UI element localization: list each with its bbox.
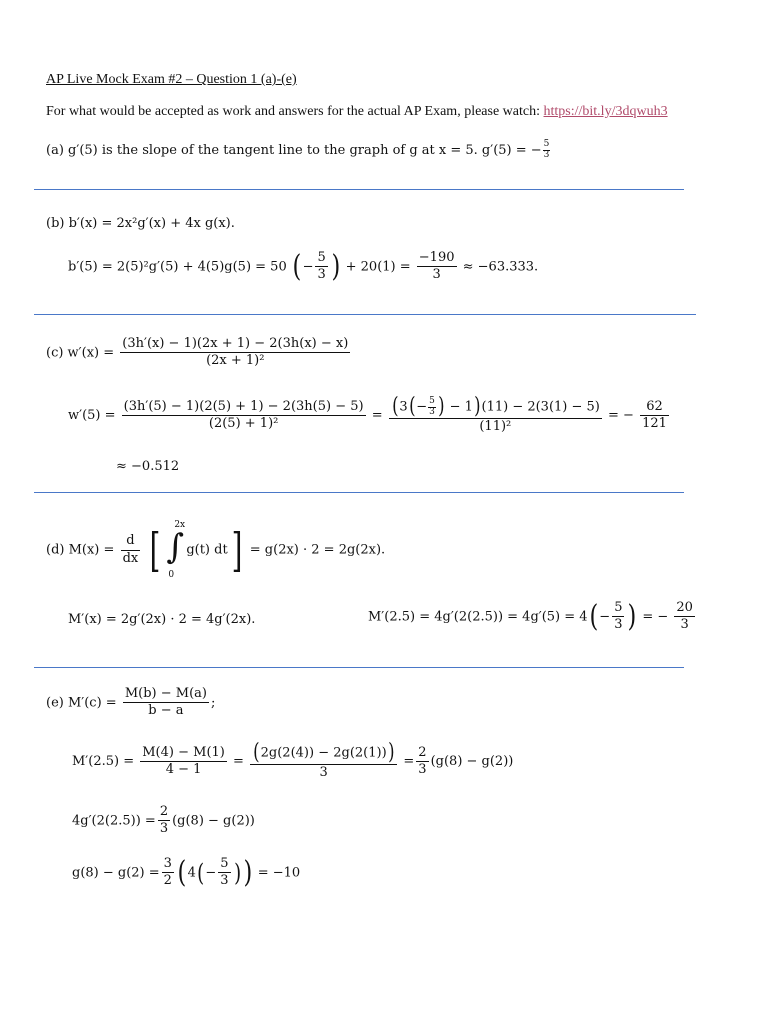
part-e-frac-7 [218, 856, 230, 890]
part-e-line3-lhs: 4g′(2(2.5)) = [72, 813, 156, 829]
frac-den: 3 [319, 765, 328, 780]
frac-num: 5 [315, 250, 327, 267]
frac-den: 2 [163, 873, 172, 889]
part-c-line2 [68, 396, 671, 435]
part-e-frac-4 [416, 745, 428, 779]
part-c-line1 [46, 336, 352, 370]
small-frac [428, 397, 436, 418]
frac-den: 121 [642, 416, 667, 432]
part-c-frac-2 [122, 399, 366, 433]
part-e-frac-2 [140, 745, 227, 779]
semicolon: ; [210, 695, 216, 711]
part-e-frac-3 [250, 742, 397, 781]
divider-2 [34, 314, 696, 315]
paren-close-inner: ) [233, 858, 241, 887]
equals: = [233, 754, 244, 770]
frac-num: 62 [640, 399, 669, 416]
frac-num: (3(− $\frac{5}{3}$ ) − 1)(11) − 2(3(1) − 5) [389, 396, 602, 419]
frac-den: (2(5) + 1)² [208, 416, 279, 432]
frac-num: 5 [612, 600, 624, 617]
integrand: g(t) dt [186, 542, 228, 558]
paren-close: ) [243, 854, 253, 890]
frac-num: 20 [674, 600, 695, 617]
equals-minus: = − [608, 408, 634, 424]
part-a-label: (a) [46, 142, 64, 158]
frac-den: (11)² [479, 419, 512, 434]
integral-sign: ∫ 2x 0 [166, 520, 186, 580]
frac-num: 3 [162, 856, 174, 873]
frac-den: 3 [220, 873, 229, 889]
intro-sentence: For what would be accepted as work and answers for the actual AP Exam, please watch: [46, 104, 540, 119]
part-c-approx: ≈ −0.512 [116, 459, 180, 474]
frac-den: 3 [680, 617, 689, 633]
minus-sign: − [416, 399, 428, 415]
minus-sign: − [205, 865, 217, 881]
part-d-line2a: M′(x) = 2g′(2x) · 2 = 4g′(2x). [68, 612, 256, 627]
part-b-middle: + 20(1) = [345, 259, 411, 275]
part-e-line2 [72, 742, 513, 781]
part-b-line1: (b) b′(x) = 2x²g′(x) + 4x g(x). [46, 216, 235, 231]
frac-num-text: 2g(2(4)) − 2g(2(1)) [260, 745, 387, 761]
frac-den: 3 [543, 149, 550, 160]
frac-num: 5 [218, 856, 230, 873]
part-e-line1 [46, 686, 215, 720]
part-c-lhs2: w′(5) = [68, 408, 116, 424]
frac-num: d [121, 533, 141, 550]
frac-num: M(b) − M(a) [123, 686, 209, 703]
part-d-line1 [46, 520, 386, 580]
frac-den: 3 [418, 762, 427, 778]
part-a-text: g′(5) is the slope of the tangent line to the graph of g at x = 5. g′(5) = − [68, 142, 542, 158]
frac-den: b − a [148, 703, 184, 719]
paren-open: ( [589, 598, 598, 634]
part-d-line2b [368, 600, 697, 634]
equals: = [403, 754, 415, 770]
part-e-line3-tail: (g(8) − g(2)) [172, 813, 255, 829]
part-b-result: ≈ −63.333. [462, 259, 539, 275]
part-e-result: = −10 [257, 865, 301, 881]
part-e-line4-lhs: g(8) − g(2) = [72, 865, 160, 881]
part-e-lhs2: M′(2.5) = [72, 754, 135, 770]
paren-open-inner: ( [197, 858, 205, 887]
part-b-line2 [68, 250, 538, 284]
intro-text [46, 104, 668, 120]
part-b-frac-1 [315, 250, 327, 284]
part-e-line3 [72, 804, 255, 838]
frac-num: −190 [417, 250, 457, 267]
bracket-open: [ [149, 523, 161, 577]
frac-num: 2 [416, 745, 428, 762]
frac-num: 5 [543, 139, 550, 149]
frac-num-tail: (11) − 2(3(1) − 5) [481, 399, 600, 415]
paren-close: ) [331, 248, 341, 284]
upper-limit: 2x [174, 520, 186, 530]
part-c-frac-1 [120, 336, 350, 370]
frac-num: (2g(2(4)) − 2g(2(1))) [250, 742, 397, 765]
part-d-frac-1 [612, 600, 624, 634]
frac-num-3: 3 [399, 399, 408, 415]
video-link[interactable]: https://bit.ly/3dqwuh3 [543, 104, 668, 119]
part-e-frac-6 [162, 856, 174, 890]
part-a-fraction [543, 140, 551, 161]
divider-4 [34, 667, 684, 668]
inner-four: 4 [187, 865, 196, 881]
part-b-frac-2 [417, 250, 457, 284]
equals-minus: = − [642, 609, 669, 625]
part-e-tail: (g(8) − g(2)) [430, 754, 514, 770]
bracket-close: ] [231, 523, 243, 577]
frac-den: 3 [429, 406, 435, 417]
lower-limit: 0 [168, 570, 175, 580]
frac-num: 5 [429, 395, 435, 406]
part-d-expr: M′(2.5) = 4g′(2(2.5)) = 4g′(5) = 4 [368, 609, 588, 625]
frac-den: 3 [614, 617, 623, 633]
divider-1 [34, 189, 684, 190]
part-c-frac-4 [640, 399, 669, 433]
frac-den: dx [122, 550, 139, 566]
frac-num: 2 [158, 804, 170, 821]
part-e-line4 [72, 856, 300, 890]
part-e-frac-5 [158, 804, 170, 838]
frac-num: (3h′(x) − 1)(2x + 1) − 2(3h(x) − x) [120, 336, 350, 353]
minus-one: − 1 [449, 399, 473, 415]
frac-den: (2x + 1)² [206, 353, 265, 369]
part-c-lhs: (c) w′(x) = [46, 345, 115, 361]
equals: = [371, 408, 383, 424]
frac-num: (3h′(5) − 1)(2(5) + 1) − 2(3h(5) − 5) [122, 399, 366, 416]
frac-den: 3 [432, 267, 441, 283]
paren-close: ) [627, 598, 637, 634]
frac-den: 4 − 1 [165, 762, 202, 778]
minus-sign: − [302, 259, 314, 275]
divider-3 [34, 492, 684, 493]
paren-open: ( [292, 248, 302, 284]
frac-den: 3 [317, 267, 326, 283]
page-title: AP Live Mock Exam #2 – Question 1 (a)-(e) [46, 72, 297, 87]
minus-sign: − [599, 609, 611, 625]
part-e-frac-1 [123, 686, 209, 720]
part-d-frac-2 [674, 600, 695, 634]
part-e-lhs: (e) M′(c) = [46, 695, 117, 711]
part-d-lhs: (d) M(x) = [46, 542, 115, 558]
paren-open: ( [177, 854, 187, 890]
part-d-rhs: = g(2x) · 2 = 2g(2x). [249, 542, 386, 558]
part-b-expr: b′(5) = 2(5)²g′(5) + 4(5)g(5) = 50 [68, 259, 287, 275]
d-dx-operator [121, 533, 141, 567]
part-c-frac-3 [389, 396, 602, 435]
frac-den: 3 [159, 821, 169, 837]
part-a [46, 140, 551, 161]
frac-num: M(4) − M(1) [140, 745, 227, 762]
